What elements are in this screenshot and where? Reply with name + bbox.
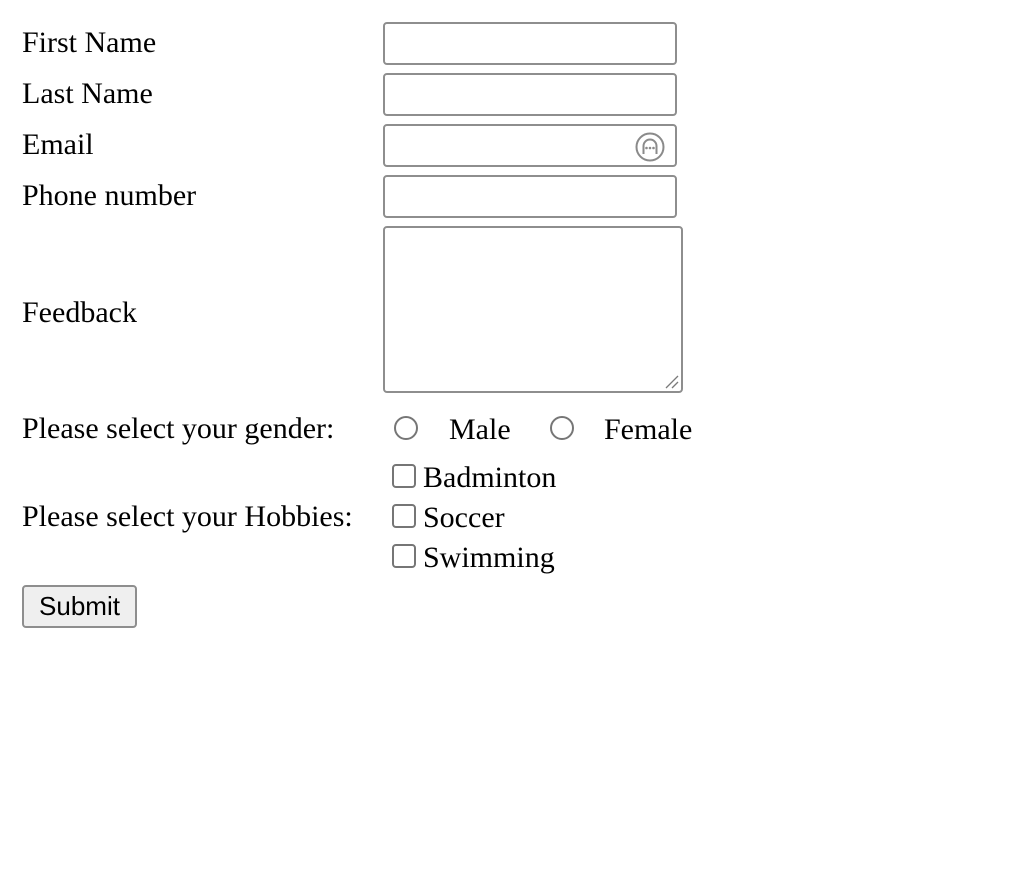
- hobby-checkbox-soccer[interactable]: [392, 504, 416, 528]
- resize-grip-icon[interactable]: [663, 373, 679, 389]
- email-input[interactable]: [383, 124, 677, 167]
- feedback-textarea[interactable]: [383, 226, 683, 393]
- hobby-swimming-label: Swimming: [423, 541, 555, 574]
- hobbies-label: Please select your Hobbies:: [22, 500, 353, 533]
- gender-option-male-label: Male: [449, 413, 511, 446]
- gender-radio-male[interactable]: [394, 416, 418, 440]
- email-label: Email: [22, 128, 94, 161]
- last-name-label: Last Name: [22, 77, 153, 110]
- hobby-soccer-label: Soccer: [423, 501, 505, 534]
- gender-label: Please select your gender:: [22, 412, 335, 445]
- hobby-badminton-label: Badminton: [423, 461, 557, 494]
- phone-label: Phone number: [22, 179, 197, 212]
- hobby-checkbox-badminton[interactable]: [392, 464, 416, 488]
- autofill-contact-icon[interactable]: [635, 132, 665, 162]
- gender-option-female-label: Female: [604, 413, 693, 446]
- last-name-input[interactable]: [383, 73, 677, 116]
- feedback-label: Feedback: [22, 296, 137, 329]
- first-name-input[interactable]: [383, 22, 677, 65]
- gender-radio-female[interactable]: [550, 416, 574, 440]
- hobby-checkbox-swimming[interactable]: [392, 544, 416, 568]
- first-name-label: First Name: [22, 26, 157, 59]
- phone-input[interactable]: [383, 175, 677, 218]
- submit-button[interactable]: Submit: [22, 585, 137, 628]
